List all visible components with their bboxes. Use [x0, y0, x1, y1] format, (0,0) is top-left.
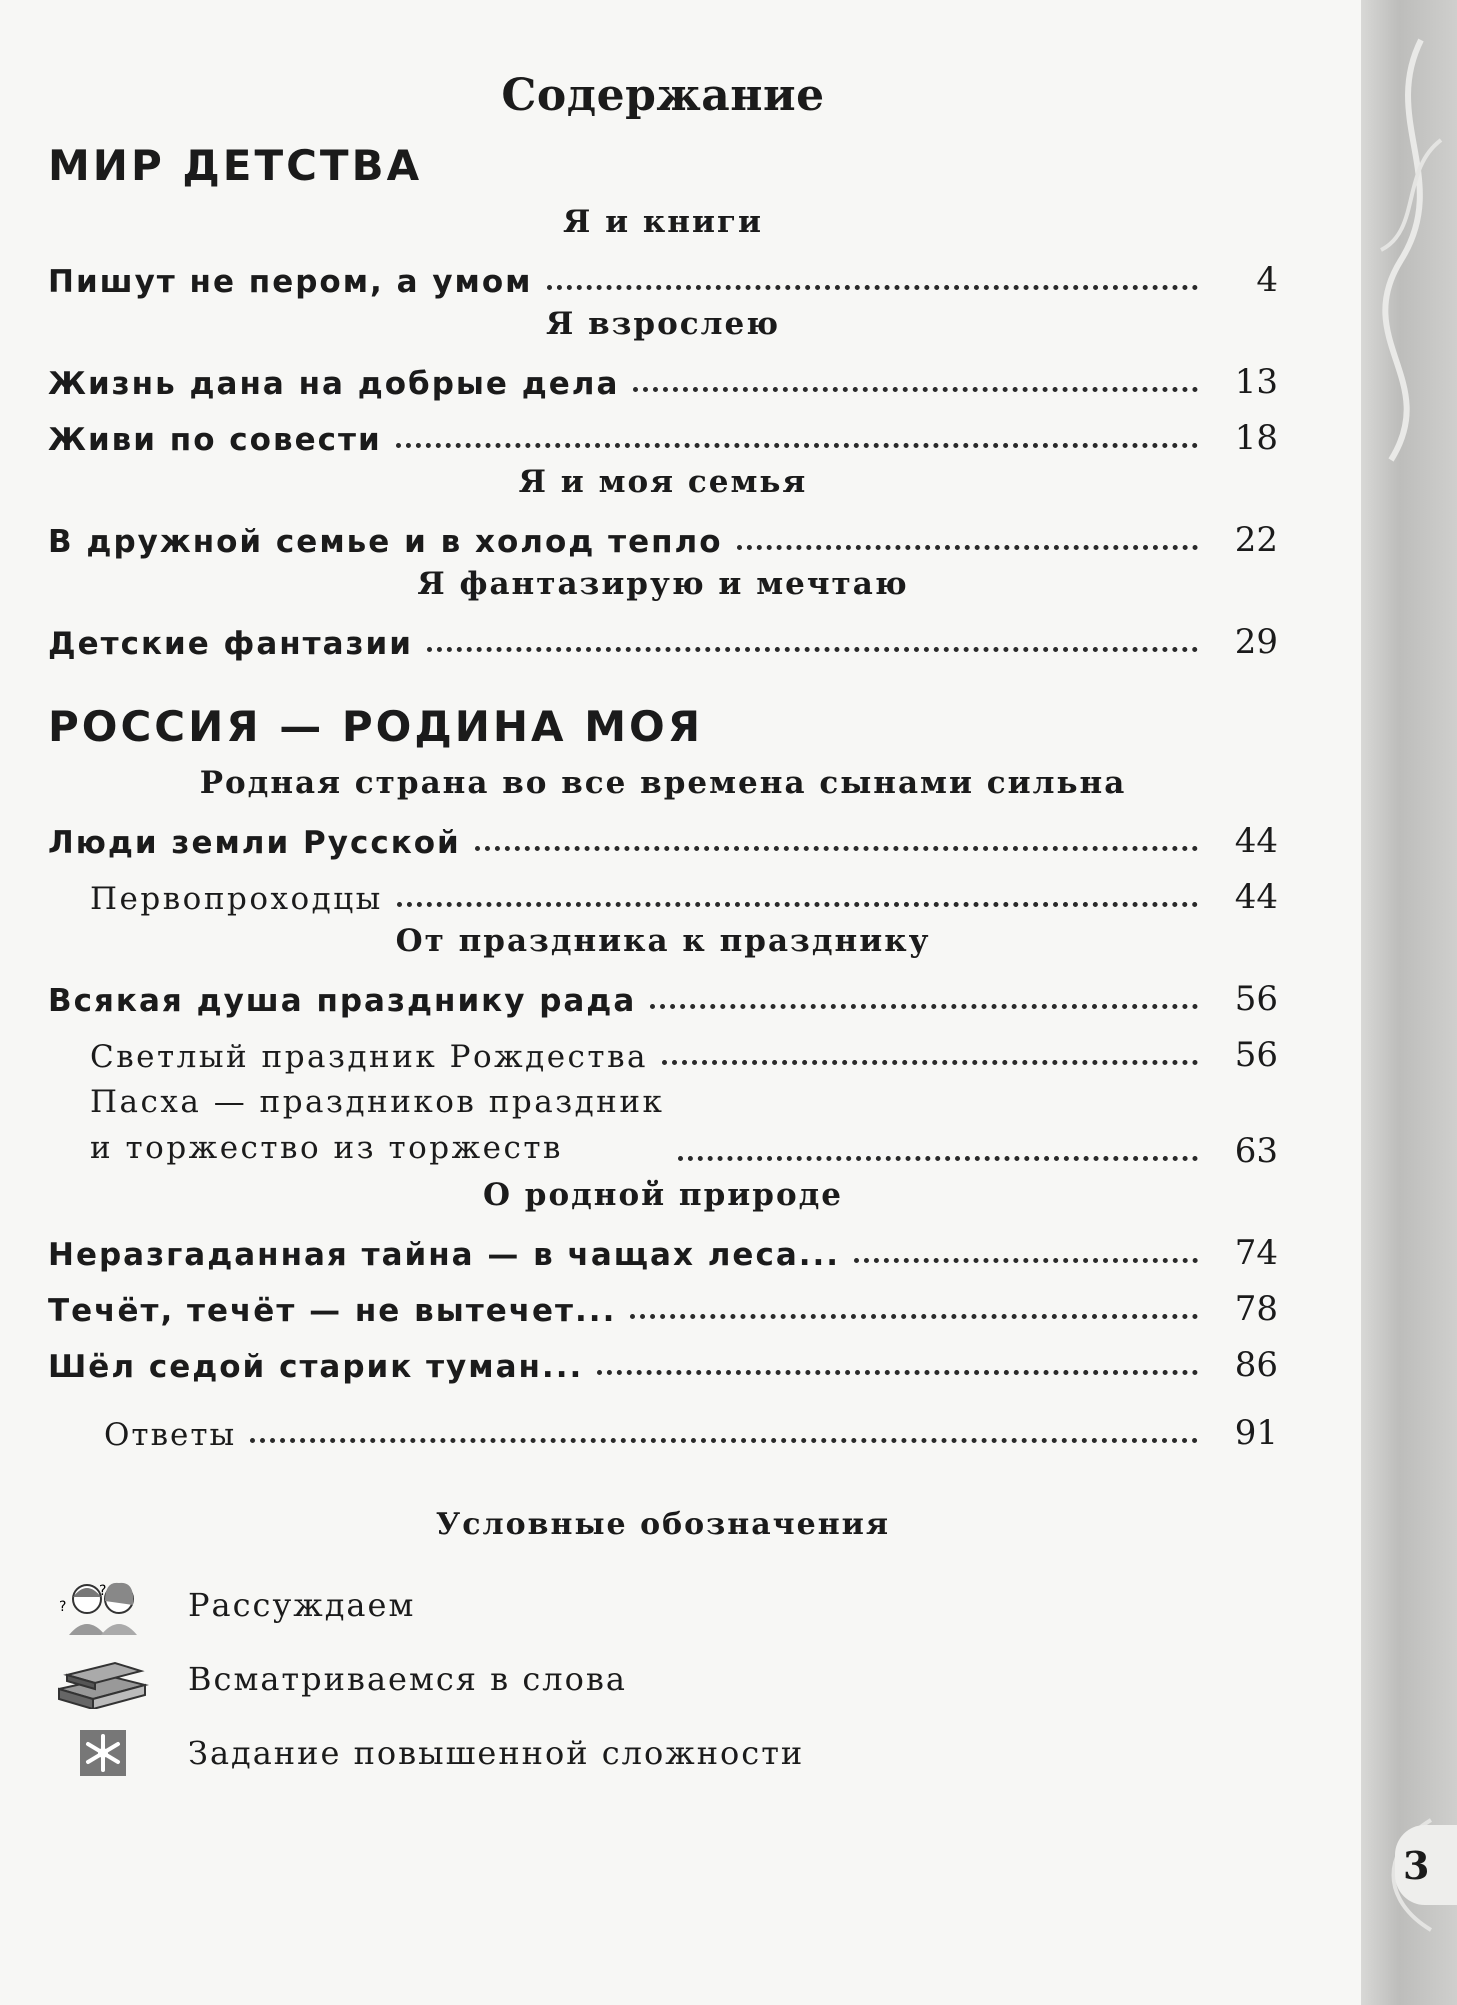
toc-entry[interactable] — [48, 606, 1278, 662]
legend-item — [48, 1568, 1278, 1642]
toc-entry[interactable] — [48, 504, 1278, 560]
toc-entry[interactable] — [48, 1329, 1278, 1385]
toc-entry-label — [48, 1079, 678, 1171]
toc-entry-page: 4 — [1256, 260, 1278, 300]
toc-entry-page: 22 — [1234, 520, 1278, 560]
toc-entry-label: Жизнь дана на добрые дела — [48, 366, 620, 402]
discussing-children-icon — [48, 1573, 158, 1637]
toc-subentry[interactable] — [48, 861, 1278, 917]
dot-leader — [597, 1370, 1198, 1375]
toc-entry[interactable] — [48, 346, 1278, 402]
dot-leader — [547, 285, 1198, 290]
toc-entry-label: В дружной семье и в холод тепло — [48, 524, 723, 560]
dot-leader — [475, 846, 1198, 851]
toc-entry[interactable] — [48, 805, 1278, 861]
dot-leader — [397, 902, 1198, 907]
legend-item-text: Всматриваемся в слова — [188, 1660, 627, 1698]
toc-entry[interactable] — [48, 1217, 1278, 1273]
dot-leader — [854, 1258, 1198, 1263]
section-title: Родная страна во все времена сынами сильна — [199, 765, 1127, 801]
page-title: Содержание — [501, 70, 825, 121]
toc-entry-label: Неразгаданная тайна — в чащах леса... — [48, 1237, 841, 1273]
toc-entry-label: Детские фантазии — [48, 626, 413, 662]
legend-item — [48, 1642, 1278, 1716]
toc-entry-label: Пишут не пером, а умом — [48, 264, 533, 300]
toc-entry-label: Люди земли Русской — [48, 825, 461, 861]
dot-leader — [678, 1156, 1198, 1161]
dot-leader — [427, 647, 1198, 652]
section-title: От праздника к празднику — [395, 923, 931, 959]
toc-entry-page: 63 — [1234, 1131, 1278, 1171]
toc-entry-label: Течёт, течёт — не вытечет... — [48, 1293, 617, 1329]
toc-entry-page: 74 — [1234, 1233, 1278, 1273]
toc-entry-page: 18 — [1234, 418, 1278, 458]
toc-entry-page: 56 — [1234, 1035, 1278, 1075]
toc-entry-label: Шёл седой старик туман... — [48, 1349, 584, 1385]
section-title: Я фантазирую и мечтаю — [417, 566, 909, 602]
legend-item-text: Рассуждаем — [188, 1586, 416, 1624]
toc-entry-label: Живи по совести — [48, 422, 382, 458]
legend-item — [48, 1716, 1278, 1790]
part-title: РОССИЯ — РОДИНА МОЯ — [48, 702, 704, 751]
toc-entry-page: 44 — [1234, 821, 1278, 861]
toc-entry-label: Ответы — [104, 1417, 237, 1453]
legend-title: Условные обозначения — [435, 1507, 891, 1542]
dot-leader — [737, 545, 1198, 550]
decorative-margin — [1361, 0, 1457, 2005]
toc-entry-page: 13 — [1234, 362, 1278, 402]
toc-entry-label: Светлый праздник Рождества — [90, 1039, 649, 1075]
section-title: Я и моя семья — [518, 464, 808, 500]
snowflake-icon — [48, 1721, 158, 1785]
dot-leader — [650, 1004, 1198, 1009]
toc-entry-label: Первопроходцы — [90, 881, 383, 917]
toc-entry-label: Всякая душа празднику рада — [48, 983, 637, 1019]
part-title: МИР ДЕТСТВА — [48, 141, 423, 190]
dot-leader — [630, 1314, 1198, 1319]
toc-subentry[interactable] — [48, 1019, 1278, 1075]
legend-item-text: Задание повышенной сложности — [188, 1734, 805, 1772]
dot-leader — [250, 1438, 1198, 1443]
toc-entry-answers[interactable] — [48, 1397, 1278, 1453]
toc-entry-page: 56 — [1234, 979, 1278, 1019]
page-number: 3 — [1395, 1825, 1457, 1905]
dot-leader — [662, 1060, 1198, 1065]
toc-entry-page: 86 — [1234, 1345, 1278, 1385]
section-title: Я и книги — [563, 204, 763, 240]
svg-text:?: ? — [59, 1599, 67, 1615]
toc-entry[interactable] — [48, 1273, 1278, 1329]
toc-entry-label-line2: и торжество из торжеств — [90, 1130, 563, 1166]
toc-entry[interactable] — [48, 963, 1278, 1019]
table-of-contents — [48, 70, 1278, 1790]
section-title: Я взрослею — [545, 306, 781, 342]
ornament-icon — [1361, 0, 1457, 2005]
toc-entry-page: 78 — [1234, 1289, 1278, 1329]
toc-entry[interactable] — [48, 244, 1278, 300]
section-title: О родной природе — [482, 1177, 844, 1213]
toc-entry-page: 44 — [1234, 877, 1278, 917]
svg-text:?: ? — [99, 1583, 107, 1599]
toc-entry[interactable] — [48, 402, 1278, 458]
toc-entry-page: 29 — [1234, 622, 1278, 662]
dot-leader — [396, 443, 1198, 448]
books-icon — [48, 1647, 158, 1711]
dot-leader — [633, 387, 1198, 392]
toc-subentry[interactable] — [48, 1075, 1278, 1171]
toc-entry-label-line1: Пасха — праздников праздник — [90, 1084, 665, 1120]
toc-entry-page: 91 — [1234, 1413, 1278, 1453]
